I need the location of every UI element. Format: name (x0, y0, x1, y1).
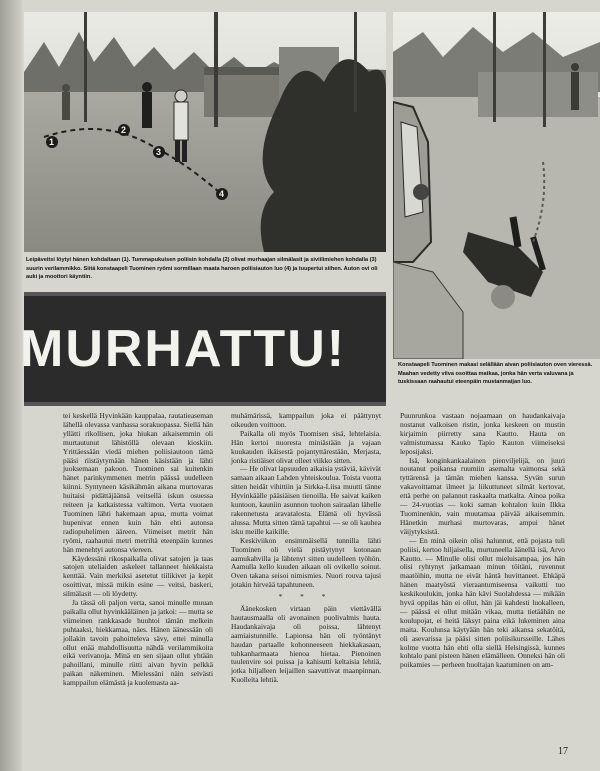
marker-4: 4 (219, 189, 225, 199)
article-paragraph: Puunrunkoa vastaan nojaamaan on haudankaivaja nostanut valkoisen ristin, jonka keskeen on mustin kirjaimin piirretty sana Kautto. Hauta on valmistumassa Kauko Tapio Kauton viimeiseksi leposijaksi. (400, 411, 565, 456)
article-paragraph: Isä, konginkankaalainen pienviljelijä, on juuri noutanut poikansa ruumiin asemalta vaimonsa sekä tyttärensä ja tämän miehen kanssa. Syvän surun vakavoittamat ilmeet ja liikuttuneet silmät kertovat, että perhe on palannut raskaalta matkalta. Ainoa poika — 24-vuotias — koki saman kohtalon kuin Ilkka Tuominenkin, vain muutamaa päivää aikaisemmin. Hänetkin murhasi murtovaras, ampui hänet väijytyksistä. (400, 455, 565, 536)
article-column-2 (231, 412, 381, 685)
crime-scene-illustration (24, 12, 386, 252)
left-photo-caption: Leipäveitsi löytyi hänen kohdaltaan (1). Tummapukuisen poliisin kohdalla (2) olivat murhaajan silmälasit ja siviilimiehen kohdalla (3) suurin verilammikko. Siitä konstaapeli Tuominen ryömi sormillaan maata haroen poliisiauton luo (4) ja tuupertui siihen. Auton ovi oli auki ja moottori käyntiin. (26, 257, 378, 281)
page-gutter-shadow (0, 0, 22, 771)
article-paragraph: Ja tässä oli paljon verta, sanoi minulle muuan paikalla ollut hyvinkääläinen ja jatkoi: — mutta se viimeinen rankkasade huuhtoi tämän melkein puhtaaksi, hiekkamaa, näes. Hänen äänessään oli jollakin tavoin pahoitteleva sävy, ettei minulla ollut enää mahdollisuutta nähdä verilammikoita eikä verivanoja. Minä en sen sijaan ollut yhtään pahoillani, minulle riitti aivan hyvin pelkkä paikan näkeminen. Mielessäni näin selvästi kamppailun elämästä ja kuolemasta aa- (63, 598, 213, 688)
marker-2: 2 (121, 125, 127, 135)
marker-1: 1 (49, 137, 55, 147)
page-number: 17 (558, 746, 568, 757)
crime-scene-photo (24, 12, 386, 252)
article-paragraph: — He olivat lapsuuden aikaisia ystäviä, kävivät samaan aikaan Lahden yhteiskoulua. Toista vuotta sitten heidät vihittiin ja Sirkka-Liisa muutti tänne Hyvinkäälle pääsiäisen tienoilla. He saivat kaiken kuntoon, kauniin asunnon tuohon sairaalan lähelle rakennetusta aravatalosta. Elämä oli hyvässä alussa. Mutta sitten tämä tapahtui — se oli kauhea isku meille kaikille. (231, 464, 381, 536)
headline-band-top-strip (24, 292, 386, 296)
article-column-1 (63, 412, 213, 688)
article-paragraph: — En minä oikein olisi halunnut, että pojasta tuli poliisi, kertoo hiljaisella, murtuneella äänellä isä, Arvo Kautto. — Minulle olisi ollut mieluisampaa, jos hän olisi ryhtynyt jatkamaan minun töitäni, ruvennut maatöihin, mutta ne eivät häntä huvittaneet. Ehkäpä hänen maatyöstä vieraantumiseensa vaikutti tuo keskikoulukin, jonka hän kävi Suolahdessa — mikään hyvä oppilas hän ei ollut, hän jäi kahdesti luokalleen, — päässä ei ollut mitään vikaa, mutta tietäähän ne koulupojat, ei heitä läksyt paina eikä lukeminen aina maita. Koulunsa käytyään hän teki aikansa sekatöitä, oli asevarissa ja pääsi sitten poliisikursseille. Lähes kolme vuotta hän ehti olla siellä Helsingissä, kunnes kohtalo pani pisteen hänen elämälleen. Onneksi hän oli poikamies — perheen huoltajan kaatuminen on am- (400, 535, 565, 670)
article-paragraph: Keskiviikon ensimmäisellä tunnilla lähti Tuominen oli vielä pistäytynyt kotonaan aamukahvilla ja lähtenyt sitten uudelleen työhön. Aamulla kello kuuden aikaan oli ovikello soinut. Oven takana seisoi nimismies. Nuori rouva tajusi jotakin hirveää tapahtuneen. (231, 535, 381, 590)
constable-photo (393, 12, 600, 359)
marker-3: 3 (156, 147, 162, 157)
article-column-3 (400, 412, 565, 670)
constable-illustration (393, 12, 600, 359)
headline-band-bottom-strip (24, 402, 386, 406)
article-paragraph: Käydessäni rikospaikalla olivat satojen ja taas satojen uteliaiden askeleet tallanneet hiekkaista kenttää. Vain merkiksi asetetut tiilikivet ja kepit osoittivat, missä mikin esine — veitsi, baskeri, silmälasit — oli löydetty. (63, 553, 213, 599)
article-paragraph: * * * (278, 592, 334, 602)
article-paragraph: muhämärissä, kamppailun joka ei päättynyt oikeuden voittoon. (231, 411, 381, 429)
article-paragraph: tei keskellä Hyvinkään kauppalaa, rautatieaseman lähellä olevassa vanhassa sorakuopassa. Siellä hän yllätti rikollisen, joka hiukan aikaisemmin oli murtautunut lähistöllä olevaan kioskiin. Yrittäessään viedä miehen poliisiautoon tämä pääsi riistäytymään hänen käsistään ja lähti juoksemaan pakoon. Tuominen sai kuitenkin hänet parinkymmenen metrin päässä uudelleen kiinni. Syntyneen käsikähmän aikana murtovaras huitaisi pidättäjäänsä veitsellä iskun osuessa reiteen ja katkaistessa valtimon. Verta vuotaen Tuominen lähti hakemaan apua, mutta voimat hupenivat ennen kuin hän ehti autonsa radiopuhelimen ääreen. Viimeiset metrit hän ryömi, raahautui metri metriltä eteenpäin kunnes hän menehtyi autonsa viereen. (63, 411, 213, 554)
right-photo-caption: Konstaapeli Tuominen makasi selällään aivan poliisiauton oven vieressä. Maahan vedetty viiva osoittaa matkaa, jonka hän verta valuvana ja tuskissaan raahautui eteenpäin mustanmaijan luo. (398, 362, 593, 386)
headline: MURHATTU! (20, 320, 347, 378)
article-paragraph: Paikalla oli myös Tuomisen sisä, lehtelaisia. Hän kertoi nuoresta miniästään ja vajaan kuukauden ikäisestä pojantyttärestään, Merjasta, jonka ristiäiset olivat olleet viikko sitten. (231, 428, 381, 465)
article-paragraph: Äänekosken virtaan päin viettävällä hautausmaalla oli avonainen puolivalmis hauta. Haudankaivaja oli poissa, lähtenyt aamiaistunnille. Lapionsa hän oli työntänyt haudan partaalle kohonneeseen hiekkakasaan, tuhkanharmaata hienoa hietaa. Pienoinen tuulenvire soi puissa ja kahisutti keltaisia lehtiä, jotka hiljalleen leijaillen saavuttivat maanpinnan. Kuolleita lehtiä. (231, 604, 381, 685)
